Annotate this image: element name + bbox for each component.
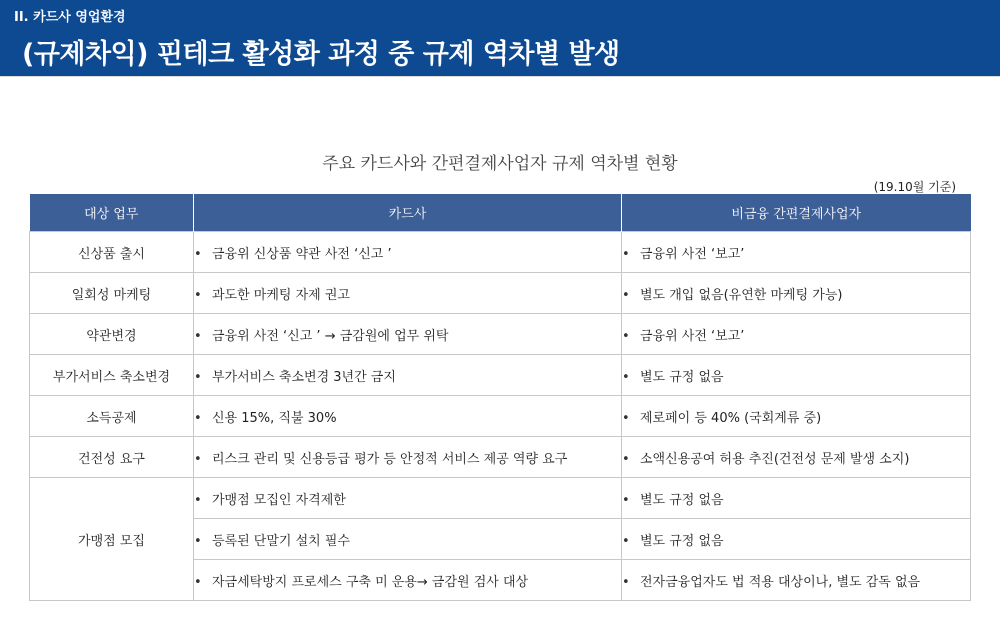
- header-fintech: 비금융 간편결제사업자: [622, 194, 971, 232]
- task-cell: 부가서비스 축소변경: [30, 355, 194, 396]
- table-title: 주요 카드사와 간편결제사업자 규제 역차별 현황: [322, 154, 678, 174]
- regulation-table: [29, 194, 971, 601]
- task-cell: 일회성 마케팅: [30, 273, 194, 314]
- card-cell: • 과도한 마케팅 자제 권고: [194, 273, 622, 314]
- task-cell-merchant: 가맹점 모집: [30, 478, 194, 601]
- card-cell: • 리스크 관리 및 신용등급 평가 등 안정적 서비스 제공 역량 요구: [194, 437, 622, 478]
- task-cell: 건전성 요구: [30, 437, 194, 478]
- task-cell: 약관변경: [30, 314, 194, 355]
- card-cell: • 등록된 단말기 설치 필수: [194, 519, 622, 560]
- task-cell: 신상품 출시: [30, 232, 194, 273]
- header-divider: [0, 76, 1000, 77]
- table-row: [30, 478, 971, 519]
- table-row: [30, 396, 971, 437]
- card-cell: • 부가서비스 축소변경 3년간 금지: [194, 355, 622, 396]
- fintech-cell: • 전자금융업자도 법 적용 대상이나, 별도 감독 없음: [622, 560, 971, 601]
- fintech-cell: • 별도 규정 없음: [622, 519, 971, 560]
- header-task: 대상 업무: [30, 194, 194, 232]
- card-cell: • 가맹점 모집인 자격제한: [194, 478, 622, 519]
- page-header: [0, 0, 1000, 76]
- fintech-cell: • 금융위 사전 ‘보고’: [622, 314, 971, 355]
- fintech-cell: • 별도 개입 없음(유연한 마케팅 가능): [622, 273, 971, 314]
- card-cell: • 신용 15%, 직불 30%: [194, 396, 622, 437]
- fintech-cell: • 별도 규정 없음: [622, 478, 971, 519]
- table-row: [30, 273, 971, 314]
- fintech-cell: • 별도 규정 없음: [622, 355, 971, 396]
- table-row: [30, 437, 971, 478]
- card-cell: • 금융위 신상품 약관 사전 ‘신고 ’: [194, 232, 622, 273]
- table-row: [30, 355, 971, 396]
- task-cell: 소득공제: [30, 396, 194, 437]
- card-cell: • 자금세탁방지 프로세스 구축 미 운용→ 금감원 검사 대상: [194, 560, 622, 601]
- fintech-cell: • 제로페이 등 40% (국회계류 중): [622, 396, 971, 437]
- table-row: [30, 314, 971, 355]
- basis-date-note: (19.10월 기준): [873, 180, 956, 194]
- fintech-cell: • 금융위 사전 ‘보고’: [622, 232, 971, 273]
- fintech-cell: • 소액신용공여 허용 추진(건전성 문제 발생 소지): [622, 437, 971, 478]
- header-card-company: 카드사: [194, 194, 622, 232]
- card-cell: • 금융위 사전 ‘신고 ’ → 금감원에 업무 위탁: [194, 314, 622, 355]
- table-row: [30, 232, 971, 273]
- page-title: (규제차익) 핀테크 활성화 과정 중 규제 역차별 발생: [22, 39, 620, 70]
- section-label: II. 카드사 영업환경: [14, 10, 126, 25]
- table-header-row: [30, 194, 971, 232]
